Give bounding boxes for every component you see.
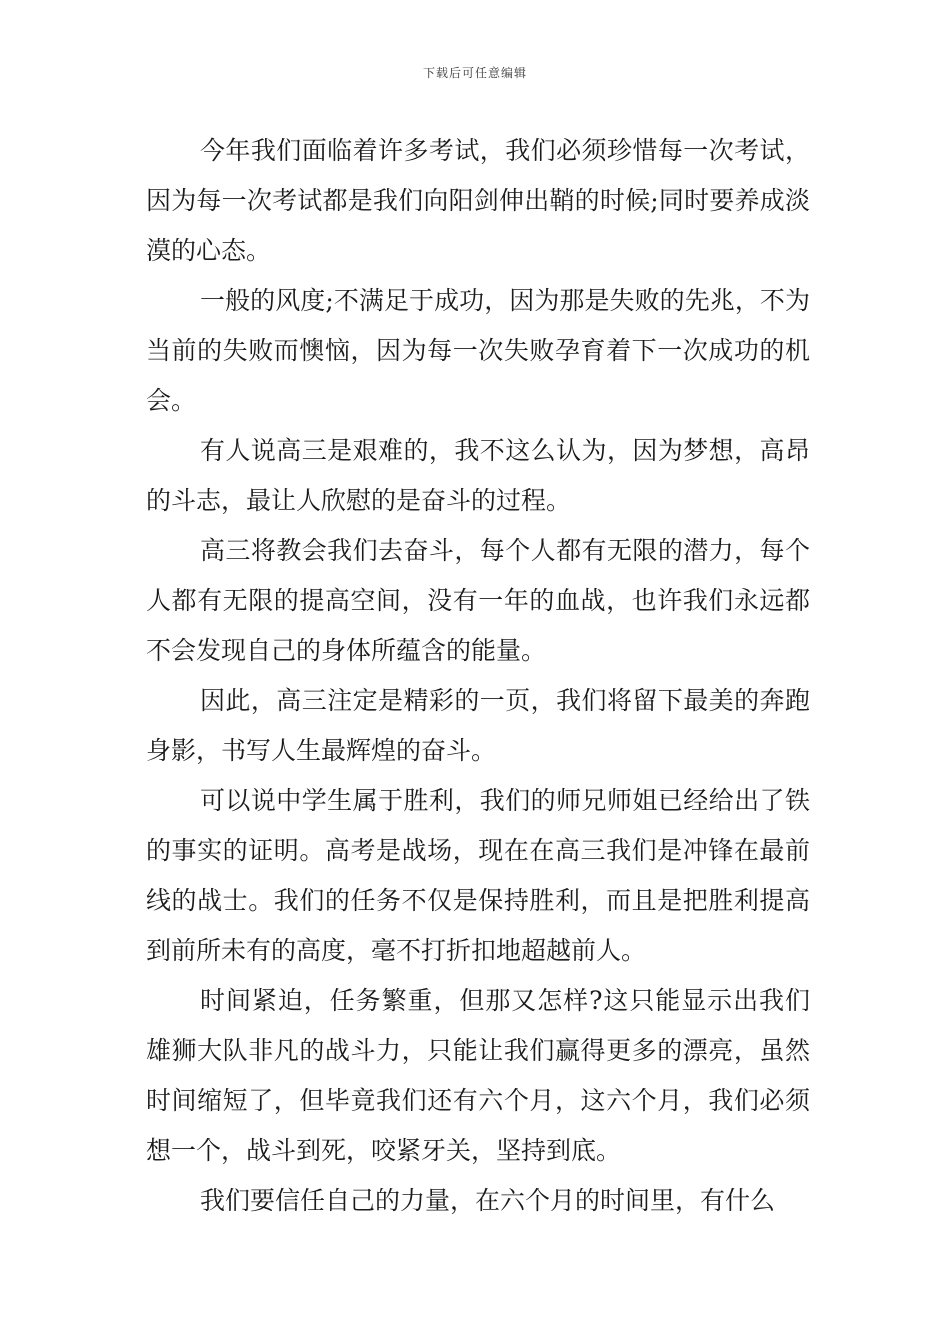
paragraph-2: 一般的风度;不满足于成功，因为那是失败的先兆，不为当前的失败而懊恼，因为每一次失败孕育着下一次成功的机会。: [146, 286, 810, 415]
paragraph-3: 有人说高三是艰难的，我不这么认为，因为梦想，高昂的斗志，最让人欣慰的是奋斗的过程。: [146, 436, 810, 515]
paragraph-1: 今年我们面临着许多考试，我们必须珍惜每一次考试，因为每一次考试都是我们向阳剑伸出鞘的时候;同时要养成淡漠的心态。: [146, 136, 810, 265]
paragraph-4: 高三将教会我们去奋斗，每个人都有无限的潜力，每个人都有无限的提高空间，没有一年的血战，也许我们永远都不会发现自己的身体所蕴含的能量。: [146, 536, 810, 665]
paragraph-8: 我们要信任自己的力量，在六个月的时间里，有什么: [200, 1186, 776, 1215]
document-body: [146, 126, 810, 1226]
paragraph-5: 因此，高三注定是精彩的一页，我们将留下最美的奔跑身影，书写人生最辉煌的奋斗。: [146, 686, 810, 765]
paragraph-6: 可以说中学生属于胜利，我们的师兄师姐已经给出了铁的事实的证明。高考是战场，现在在高三我们是冲锋在最前线的战士。我们的任务不仅是保持胜利，而且是把胜利提高到前所未有的高度，毫不打折扣地超越前人。: [146, 786, 810, 965]
paragraph-7: 时间紧迫，任务繁重，但那又怎样?这只能显示出我们雄狮大队非凡的战斗力，只能让我们赢得更多的漂亮，虽然时间缩短了，但毕竟我们还有六个月，这六个月，我们必须想一个，战斗到死，咬紧牙关，坚持到底。: [146, 986, 810, 1165]
page-header-note: 下载后可任意编辑: [422, 66, 527, 80]
